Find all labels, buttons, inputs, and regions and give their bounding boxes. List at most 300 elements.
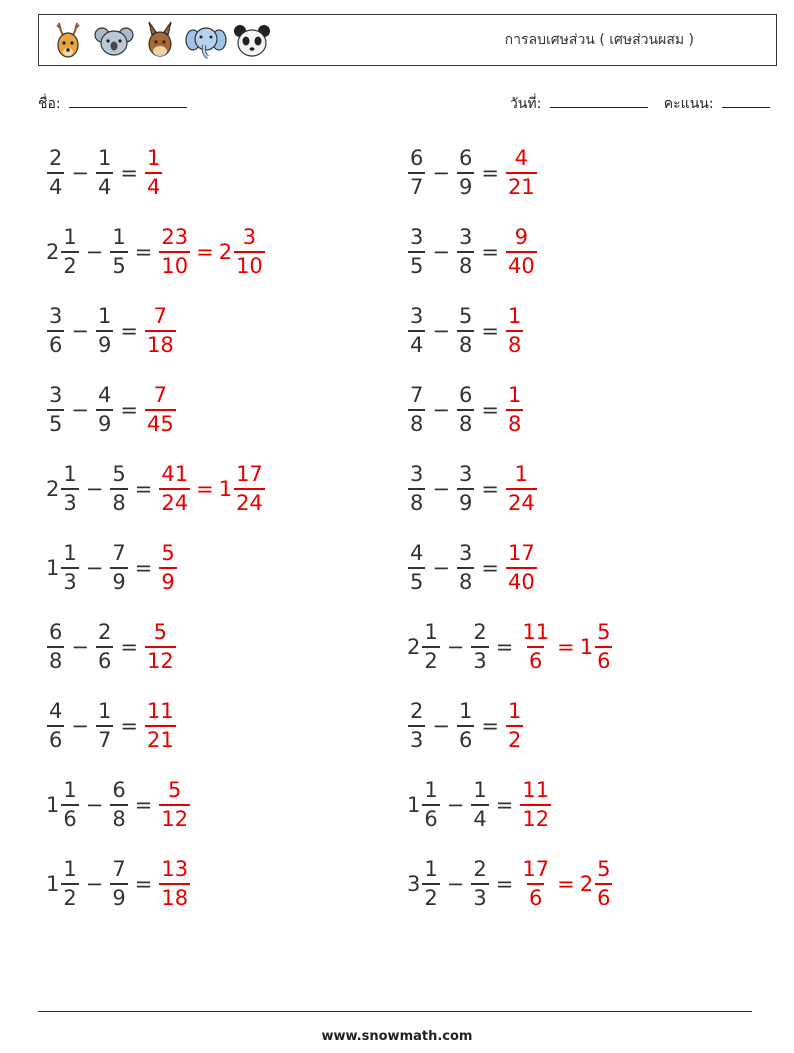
answer: [144, 148, 163, 198]
denominator: 6: [595, 646, 612, 672]
problem-7: [46, 378, 177, 442]
answer: [519, 859, 613, 909]
numerator: 3: [458, 462, 473, 486]
answer: [144, 385, 177, 435]
minus-sign: −: [71, 398, 89, 422]
mixed-whole: 2: [218, 240, 233, 264]
minus-sign: −: [85, 477, 104, 501]
numerator: 17: [507, 541, 535, 565]
elephant-icon: [185, 19, 227, 63]
answer: [505, 543, 538, 593]
denominator: 24: [506, 488, 537, 514]
numerator: 3: [49, 304, 63, 328]
problem-16: [407, 694, 524, 758]
worksheet-header: [38, 14, 777, 66]
fraction: [408, 306, 425, 356]
numerator: 5: [112, 462, 126, 486]
equals-sign: =: [134, 793, 153, 817]
denominator: 24: [159, 488, 190, 514]
minus-sign: −: [85, 872, 104, 896]
denominator: 3: [61, 488, 78, 514]
denominator: 6: [527, 646, 544, 672]
numerator: 6: [458, 146, 473, 170]
koala-icon: [93, 19, 135, 63]
problem-1: [46, 141, 163, 205]
equals-sign: =: [196, 240, 214, 264]
denominator: 6: [47, 330, 64, 356]
fraction: [408, 227, 425, 277]
numerator: 23: [161, 225, 189, 249]
numerator: 1: [424, 857, 438, 881]
denominator: 45: [145, 409, 176, 435]
whole-number: 2: [46, 477, 60, 501]
denominator: 8: [110, 804, 127, 830]
numerator: 17: [236, 462, 263, 486]
name-field: [38, 93, 187, 115]
minus-sign: −: [446, 635, 465, 659]
fraction: [408, 148, 425, 198]
numerator: 41: [161, 462, 189, 486]
denominator: 4: [145, 172, 162, 198]
numerator: 1: [63, 541, 77, 565]
denominator: 6: [595, 883, 612, 909]
problem-5: [46, 299, 177, 363]
fraction: [110, 780, 127, 830]
denominator: 8: [457, 251, 474, 277]
fraction: [506, 148, 537, 198]
denominator: 7: [408, 172, 425, 198]
numerator: 3: [410, 225, 424, 249]
denominator: 24: [234, 488, 265, 514]
fraction: [506, 385, 523, 435]
minus-sign: −: [432, 319, 450, 343]
fraction: [96, 385, 113, 435]
problem-19: [46, 852, 191, 916]
denominator: 4: [96, 172, 113, 198]
numerator: 11: [146, 699, 174, 723]
equals-sign: =: [495, 635, 514, 659]
minus-sign: −: [432, 398, 450, 422]
fraction: [61, 464, 78, 514]
minus-sign: −: [432, 477, 450, 501]
fraction: [47, 701, 64, 751]
minus-sign: −: [85, 240, 104, 264]
equals-sign: =: [134, 556, 153, 580]
numerator: 3: [410, 462, 424, 486]
fraction: [47, 385, 64, 435]
numerator: 1: [63, 857, 77, 881]
numerator: 1: [473, 778, 487, 802]
fraction: [457, 227, 474, 277]
numerator: 1: [63, 462, 77, 486]
fraction: [96, 701, 113, 751]
fraction: [47, 306, 64, 356]
equals-sign: =: [134, 477, 153, 501]
numerator: 1: [424, 620, 438, 644]
fraction: [506, 543, 537, 593]
numerator: 7: [410, 383, 424, 407]
minus-sign: −: [71, 635, 89, 659]
problem-3: [46, 220, 266, 284]
problem-6: [407, 299, 524, 363]
answer: [505, 227, 538, 277]
denominator: 8: [408, 409, 425, 435]
fraction: [408, 543, 425, 593]
denominator: 10: [159, 251, 190, 277]
fraction: [145, 701, 176, 751]
answer: [519, 622, 613, 672]
answer: [158, 227, 265, 277]
fraction: [457, 148, 474, 198]
minus-sign: −: [85, 793, 104, 817]
denominator: 5: [110, 251, 127, 277]
denominator: 40: [506, 567, 537, 593]
deer-icon: [47, 19, 89, 63]
denominator: 9: [457, 488, 474, 514]
fraction: [506, 306, 523, 356]
denominator: 2: [506, 725, 523, 751]
numerator: 7: [153, 304, 168, 328]
numerator: 2: [49, 146, 63, 170]
numerator: 2: [473, 620, 487, 644]
answer: [158, 859, 191, 909]
denominator: 6: [47, 725, 64, 751]
fraction: [110, 464, 127, 514]
fraction: [110, 543, 127, 593]
denominator: 9: [96, 330, 113, 356]
whole-number: 1: [46, 793, 60, 817]
equals-sign: =: [120, 635, 138, 659]
donkey-icon: [139, 19, 181, 63]
equals-sign: =: [196, 477, 214, 501]
denominator: 8: [457, 567, 474, 593]
mixed-whole: 2: [579, 872, 594, 896]
numerator: 3: [458, 541, 473, 565]
numerator: 1: [112, 225, 126, 249]
numerator: 6: [49, 620, 63, 644]
numerator: 3: [242, 225, 257, 249]
denominator: 6: [61, 804, 78, 830]
problem-8: [407, 378, 524, 442]
fraction: [234, 464, 265, 514]
fraction: [595, 622, 612, 672]
answer: [158, 543, 177, 593]
fraction: [422, 622, 439, 672]
equals-sign: =: [481, 398, 499, 422]
minus-sign: −: [71, 714, 89, 738]
minus-sign: −: [71, 161, 89, 185]
denominator: 5: [47, 409, 64, 435]
fraction: [457, 385, 474, 435]
mixed-whole: 1: [218, 477, 233, 501]
fraction: [96, 622, 113, 672]
numerator: 4: [514, 146, 529, 170]
fraction: [408, 701, 425, 751]
whole-number: 1: [407, 793, 421, 817]
problem-2: [407, 141, 538, 205]
fraction: [96, 306, 113, 356]
fraction: [234, 227, 265, 277]
denominator: 3: [61, 567, 78, 593]
fraction: [422, 859, 439, 909]
denominator: 2: [422, 646, 439, 672]
whole-number: 1: [46, 556, 60, 580]
minus-sign: −: [432, 556, 450, 580]
minus-sign: −: [446, 793, 465, 817]
numerator: 9: [514, 225, 529, 249]
denominator: 6: [527, 883, 544, 909]
minus-sign: −: [85, 556, 104, 580]
equals-sign: =: [481, 477, 499, 501]
mixed-whole: 1: [579, 635, 594, 659]
numerator: 1: [458, 699, 473, 723]
equals-sign: =: [495, 872, 514, 896]
denominator: 4: [408, 330, 425, 356]
fraction: [520, 622, 551, 672]
fraction: [159, 543, 176, 593]
answer: [505, 385, 524, 435]
denominator: 5: [408, 251, 425, 277]
denominator: 10: [234, 251, 265, 277]
numerator: 3: [49, 383, 63, 407]
equals-sign: =: [481, 240, 499, 264]
numerator: 3: [410, 304, 424, 328]
minus-sign: −: [71, 319, 89, 343]
fraction: [457, 464, 474, 514]
numerator: 7: [112, 857, 126, 881]
equals-sign: =: [481, 319, 499, 343]
answer: [144, 622, 177, 672]
fraction: [61, 859, 78, 909]
denominator: 12: [145, 646, 176, 672]
date-field: [510, 93, 648, 115]
fraction: [47, 622, 64, 672]
denominator: 8: [457, 409, 474, 435]
equals-sign: =: [120, 319, 138, 343]
denominator: 2: [61, 883, 78, 909]
equals-sign: =: [557, 635, 575, 659]
numerator: 1: [514, 462, 529, 486]
denominator: 12: [520, 804, 551, 830]
equals-sign: =: [120, 398, 138, 422]
minus-sign: −: [446, 872, 465, 896]
denominator: 18: [145, 330, 176, 356]
numerator: 5: [597, 620, 611, 644]
denominator: 8: [506, 330, 523, 356]
fraction: [506, 701, 523, 751]
numerator: 11: [522, 620, 550, 644]
fraction: [47, 148, 64, 198]
panda-icon: [231, 19, 273, 63]
numerator: 1: [424, 778, 438, 802]
whole-number: 1: [46, 872, 60, 896]
numerator: 1: [63, 225, 77, 249]
answer: [144, 701, 177, 751]
denominator: 2: [422, 883, 439, 909]
fraction: [145, 148, 162, 198]
numerator: 1: [63, 778, 77, 802]
problem-12: [407, 536, 538, 600]
fraction: [457, 306, 474, 356]
numerator: 1: [507, 383, 522, 407]
fraction: [520, 780, 551, 830]
problem-20: [407, 852, 613, 916]
denominator: 21: [145, 725, 176, 751]
denominator: 8: [47, 646, 64, 672]
fraction: [61, 780, 78, 830]
minus-sign: −: [432, 714, 450, 738]
minus-sign: −: [432, 240, 450, 264]
fraction: [159, 464, 190, 514]
numerator: 3: [458, 225, 473, 249]
numerator: 1: [97, 699, 112, 723]
numerator: 7: [112, 541, 126, 565]
fraction: [159, 780, 190, 830]
numerator: 6: [410, 146, 424, 170]
numerator: 1: [97, 146, 112, 170]
denominator: 4: [471, 804, 488, 830]
numerator: 7: [153, 383, 168, 407]
problem-9: [46, 457, 266, 521]
score-blank[interactable]: [722, 93, 770, 108]
fraction: [506, 464, 537, 514]
denominator: 8: [408, 488, 425, 514]
whole-number: 3: [407, 872, 421, 896]
problem-18: [407, 773, 552, 837]
name-label: ชื่อ:: [38, 96, 61, 112]
denominator: 21: [506, 172, 537, 198]
denominator: 6: [96, 646, 113, 672]
numerator: 4: [49, 699, 63, 723]
minus-sign: −: [432, 161, 450, 185]
fraction: [457, 701, 474, 751]
fraction: [110, 859, 127, 909]
denominator: 40: [506, 251, 537, 277]
answer: [158, 780, 191, 830]
equals-sign: =: [557, 872, 575, 896]
equals-sign: =: [481, 714, 499, 738]
footer-url: www.snowmath.com: [321, 1029, 473, 1044]
answer: [505, 701, 524, 751]
whole-number: 2: [407, 635, 421, 659]
numerator: 5: [168, 778, 182, 802]
denominator: 9: [96, 409, 113, 435]
fraction: [595, 859, 612, 909]
equals-sign: =: [134, 240, 153, 264]
numerator: 5: [153, 620, 168, 644]
date-label: วันที่:: [509, 96, 542, 112]
fraction: [96, 148, 113, 198]
fraction: [408, 385, 425, 435]
animal-strip: [47, 19, 273, 63]
whole-number: 2: [46, 240, 60, 264]
denominator: 3: [408, 725, 425, 751]
fraction: [471, 780, 488, 830]
denominator: 4: [47, 172, 64, 198]
footer-divider: [38, 1011, 752, 1012]
equals-sign: =: [120, 161, 138, 185]
fraction: [110, 227, 127, 277]
fraction: [61, 543, 78, 593]
problem-4: [407, 220, 538, 284]
fraction: [422, 780, 439, 830]
answer: [158, 464, 265, 514]
denominator: 2: [61, 251, 78, 277]
numerator: 2: [410, 699, 424, 723]
problem-14: [407, 615, 613, 679]
numerator: 5: [161, 541, 175, 565]
answer: [144, 306, 177, 356]
fraction: [520, 859, 551, 909]
denominator: 6: [457, 725, 474, 751]
denominator: 5: [408, 567, 425, 593]
answer: [519, 780, 552, 830]
equals-sign: =: [481, 556, 499, 580]
problem-10: [407, 457, 538, 521]
numerator: 17: [522, 857, 550, 881]
date-score-fields: [510, 93, 770, 115]
problem-15: [46, 694, 177, 758]
denominator: 8: [457, 330, 474, 356]
fraction: [145, 622, 176, 672]
fraction: [457, 543, 474, 593]
fraction: [61, 227, 78, 277]
equals-sign: =: [134, 872, 153, 896]
answer: [505, 464, 538, 514]
numerator: 5: [597, 857, 611, 881]
numerator: 1: [507, 304, 522, 328]
fraction: [408, 464, 425, 514]
fraction: [145, 385, 176, 435]
numerator: 11: [522, 778, 550, 802]
worksheet-title: การลบเศษส่วน ( เศษส่วนผสม ): [504, 32, 694, 48]
date-blank[interactable]: [550, 93, 648, 108]
numerator: 13: [161, 857, 189, 881]
denominator: 18: [159, 883, 190, 909]
numerator: 2: [473, 857, 487, 881]
denominator: 9: [457, 172, 474, 198]
denominator: 9: [110, 567, 127, 593]
score-label: คะแนน:: [663, 96, 714, 112]
numerator: 6: [112, 778, 126, 802]
denominator: 9: [110, 883, 127, 909]
numerator: 1: [146, 146, 161, 170]
answer: [505, 148, 538, 198]
denominator: 9: [159, 567, 176, 593]
problem-13: [46, 615, 177, 679]
numerator: 6: [458, 383, 473, 407]
problem-17: [46, 773, 191, 837]
fraction: [159, 859, 190, 909]
fraction: [145, 306, 176, 356]
numerator: 1: [97, 304, 112, 328]
score-field: [664, 93, 770, 115]
denominator: 7: [96, 725, 113, 751]
name-blank[interactable]: [69, 93, 187, 108]
equals-sign: =: [481, 161, 499, 185]
denominator: 6: [422, 804, 439, 830]
answer: [505, 306, 524, 356]
fraction: [506, 227, 537, 277]
denominator: 3: [471, 883, 488, 909]
equals-sign: =: [495, 793, 514, 817]
equals-sign: =: [120, 714, 138, 738]
numerator: 1: [507, 699, 522, 723]
numerator: 2: [97, 620, 112, 644]
denominator: 12: [159, 804, 190, 830]
numerator: 5: [458, 304, 473, 328]
numerator: 4: [97, 383, 112, 407]
